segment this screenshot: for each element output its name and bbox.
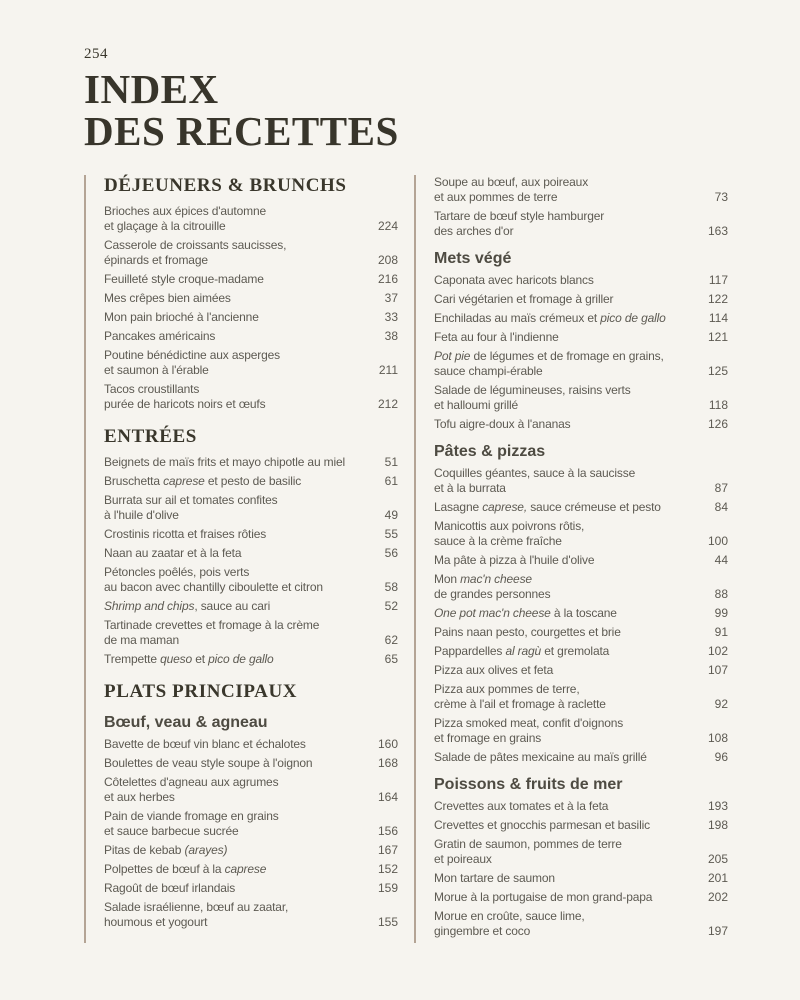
entry-title-line: de ma maman [104, 632, 180, 647]
entry-title [104, 737, 306, 752]
entry-title [434, 572, 550, 602]
entry-title-line: Mon tartare de saumon [434, 870, 555, 885]
entry-title [104, 493, 278, 523]
index-entry [104, 310, 398, 325]
entry-title-line: Trempette queso et pico de gallo [104, 651, 274, 666]
index-entry [434, 750, 728, 765]
entry-title-line: et halloumi grillé [434, 397, 519, 412]
entry-title [434, 417, 571, 432]
entry-title [104, 329, 215, 344]
entry-title [434, 519, 584, 549]
entry-page-number: 160 [377, 736, 398, 751]
entry-title [434, 292, 613, 307]
entry-title [434, 625, 621, 640]
entry-page-number: 96 [714, 749, 728, 764]
entry-title-line: de grandes personnes [434, 586, 551, 601]
entry-page-number: 168 [377, 755, 398, 770]
entry-page-number: 159 [377, 880, 398, 895]
entry-title [434, 606, 617, 621]
entry-title-line: et glaçage à la citrouille [104, 218, 226, 233]
entry-title-line: Feta au four à l'indienne [434, 329, 559, 344]
entry-title-line: épinards et fromage [104, 252, 208, 267]
index-entry [434, 311, 728, 326]
entry-page-number: 73 [714, 189, 728, 204]
section-heading: ENTRÉES [104, 425, 197, 447]
index-entry [434, 890, 728, 905]
entry-page-number: 126 [707, 416, 728, 431]
entry-page-number: 62 [384, 632, 398, 647]
entry-title-line: et aux pommes de terre [434, 189, 558, 204]
entry-page-number: 216 [377, 271, 398, 286]
entry-title [434, 644, 609, 659]
index-entry [434, 682, 728, 712]
entry-page-number: 84 [714, 499, 728, 514]
index-entry [104, 881, 398, 896]
index-entry [434, 837, 728, 867]
entry-title-line: Salade israélienne, bœuf au zaatar, [104, 899, 289, 914]
entry-title-line: Cari végétarien et fromage à griller [434, 291, 614, 306]
index-entry [434, 909, 728, 939]
entry-page-number: 202 [707, 889, 728, 904]
section-heading: DÉJEUNERS & BRUNCHS [104, 174, 347, 196]
index-entry [104, 348, 398, 378]
entry-title-line: Caponata avec haricots blancs [434, 272, 594, 287]
entry-page-number: 156 [377, 823, 398, 838]
entry-title [434, 909, 585, 939]
index-entry [434, 871, 728, 886]
entry-title-line: au bacon avec chantilly ciboulette et citron [104, 579, 323, 594]
entry-title-line: Pizza aux pommes de terre, [434, 681, 580, 696]
entry-page-number: 99 [714, 605, 728, 620]
index-entry [434, 466, 728, 496]
index-entry [434, 572, 728, 602]
index-entry [104, 843, 398, 858]
entry-title [104, 618, 319, 648]
index-entry [104, 291, 398, 306]
entry-title [104, 652, 274, 667]
entry-title-line: crème à l'ail et fromage à raclette [434, 696, 606, 711]
index-columns [84, 175, 730, 943]
page-title-line-2: DES RECETTES [84, 107, 399, 154]
index-entry [104, 455, 398, 470]
entry-page-number: 205 [707, 851, 728, 866]
entry-page-number: 152 [377, 861, 398, 876]
entry-title [434, 553, 594, 568]
index-entry [434, 625, 728, 640]
entry-title [104, 474, 301, 489]
entry-title [434, 716, 623, 746]
index-entry [104, 546, 398, 561]
index-entry [434, 716, 728, 746]
subsection-heading: Poissons & fruits de mer [434, 775, 623, 793]
entry-title [434, 209, 604, 239]
entry-title [434, 837, 622, 867]
entry-title [434, 818, 650, 833]
entry-title-line: Lasagne caprese, sauce crémeuse et pesto [434, 499, 661, 514]
index-entry [104, 900, 398, 930]
entry-title [434, 871, 555, 886]
entry-title-line: Feuilleté style croque-madame [104, 271, 264, 286]
entry-title [104, 546, 241, 561]
entry-title-line: Crevettes aux tomates et à la feta [434, 798, 609, 813]
index-entry [434, 500, 728, 515]
entry-page-number: 37 [384, 290, 398, 305]
entry-page-number: 88 [714, 586, 728, 601]
index-entry [434, 818, 728, 833]
index-entry [434, 644, 728, 659]
entry-page-number: 102 [707, 643, 728, 658]
entry-title-line: et poireaux [434, 851, 492, 866]
index-entry [434, 553, 728, 568]
entry-title-line: Pain de viande fromage en grains [104, 808, 279, 823]
index-entry [104, 618, 398, 648]
index-entry [434, 606, 728, 621]
entry-title [104, 756, 312, 771]
entry-title-line: Pot pie de légumes et de fromage en grains, [434, 348, 664, 363]
index-entry [104, 474, 398, 489]
entry-title [434, 466, 635, 496]
index-entry [104, 272, 398, 287]
index-entry [104, 329, 398, 344]
entry-title-line: Pains naan pesto, courgettes et brie [434, 624, 621, 639]
entry-page-number: 164 [377, 789, 398, 804]
entry-title [434, 330, 559, 345]
entry-page-number: 197 [707, 923, 728, 938]
subsection-heading: Mets végé [434, 249, 512, 267]
entry-page-number: 211 [378, 362, 398, 377]
index-entry [434, 383, 728, 413]
entry-title-line: Mes crêpes bien aimées [104, 290, 231, 305]
entry-page-number: 87 [714, 480, 728, 495]
index-column-1 [84, 175, 398, 943]
index-entry [104, 382, 398, 412]
entry-title [434, 750, 647, 765]
index-entry [104, 204, 398, 234]
entry-page-number: 65 [384, 651, 398, 666]
entry-page-number: 49 [384, 507, 398, 522]
page-title [84, 66, 730, 154]
entry-title [434, 500, 661, 515]
entry-title [104, 310, 259, 325]
index-entry [434, 209, 728, 239]
entry-page-number: 224 [377, 218, 398, 233]
entry-title [104, 565, 323, 595]
index-column-2 [414, 175, 728, 943]
entry-page-number: 91 [714, 624, 728, 639]
entry-title-line: Ma pâte à pizza à l'huile d'olive [434, 552, 595, 567]
index-entry [434, 175, 728, 205]
entry-title-line: à l'huile d'olive [104, 507, 179, 522]
entry-title-line: Naan au zaatar et à la feta [104, 545, 242, 560]
entry-title [104, 272, 264, 287]
entry-title [434, 663, 553, 678]
entry-title-line: Bruschetta caprese et pesto de basilic [104, 473, 302, 488]
entry-page-number: 33 [384, 309, 398, 324]
index-entry [104, 527, 398, 542]
index-entry [434, 663, 728, 678]
entry-title-line: Crostinis ricotta et fraises rôties [104, 526, 267, 541]
entry-page-number: 56 [384, 545, 398, 560]
entry-title-line: Bavette de bœuf vin blanc et échalotes [104, 736, 306, 751]
entry-title [104, 809, 279, 839]
entry-title [104, 599, 270, 614]
entry-title [104, 527, 266, 542]
index-entry [104, 862, 398, 877]
entry-page-number: 201 [707, 870, 728, 885]
entry-title-line: houmous et yogourt [104, 914, 208, 929]
entry-title [104, 900, 288, 930]
entry-title-line: et à la burrata [434, 480, 506, 495]
entry-page-number: 118 [708, 397, 728, 412]
entry-page-number: 107 [707, 662, 728, 677]
entry-title-line: Manicottis aux poivrons rôtis, [434, 518, 585, 533]
entry-title-line: Boulettes de veau style soupe à l'oignon [104, 755, 313, 770]
entry-title-line: Morue en croûte, sauce lime, [434, 908, 585, 923]
entry-title-line: et sauce barbecue sucrée [104, 823, 239, 838]
entry-title-line: Pizza aux olives et feta [434, 662, 554, 677]
entry-title [104, 881, 235, 896]
entry-title-line: Pappardelles al ragù et gremolata [434, 643, 610, 658]
entry-page-number: 212 [377, 396, 398, 411]
entry-title-line: Mon pain brioché à l'ancienne [104, 309, 259, 324]
index-entry [434, 273, 728, 288]
entry-page-number: 92 [714, 696, 728, 711]
entry-title [434, 383, 631, 413]
entry-title-line: et saumon à l'érable [104, 362, 209, 377]
entry-page-number: 198 [707, 817, 728, 832]
entry-title-line: Burrata sur ail et tomates confites [104, 492, 278, 507]
entry-title-line: Shrimp and chips, sauce au cari [104, 598, 271, 613]
entry-title [434, 890, 652, 905]
entry-page-number: 58 [384, 579, 398, 594]
entry-title-line: et fromage en grains [434, 730, 542, 745]
entry-title-line: Pétoncles poêlés, pois verts [104, 564, 250, 579]
index-entry [104, 652, 398, 667]
entry-title [104, 775, 278, 805]
entry-title-line: Pancakes américains [104, 328, 216, 343]
entry-title [104, 382, 265, 412]
index-entry [434, 292, 728, 307]
page-title-line-1: INDEX [84, 66, 219, 112]
entry-page-number: 38 [384, 328, 398, 343]
index-entry [434, 349, 728, 379]
entry-page-number: 55 [384, 526, 398, 541]
entry-page-number: 52 [384, 598, 398, 613]
entry-title [434, 682, 606, 712]
entry-title-line: sauce champi-érable [434, 363, 543, 378]
entry-page-number: 100 [707, 533, 728, 548]
entry-title-line: Crevettes et gnocchis parmesan et basilic [434, 817, 650, 832]
entry-page-number: 114 [708, 310, 728, 325]
index-entry [104, 493, 398, 523]
entry-title-line: Tartinade crevettes et fromage à la crème [104, 617, 320, 632]
entry-title-line: Polpettes de bœuf à la caprese [104, 861, 267, 876]
entry-title-line: Gratin de saumon, pommes de terre [434, 836, 622, 851]
entry-page-number: 155 [377, 914, 398, 929]
entry-title [104, 238, 286, 268]
index-entry [434, 799, 728, 814]
entry-title-line: Tofu aigre-doux à l'ananas [434, 416, 571, 431]
entry-page-number: 51 [384, 454, 398, 469]
index-entry [434, 417, 728, 432]
entry-title-line: Beignets de maïs frits et mayo chipotle au miel [104, 454, 346, 469]
entry-page-number: 167 [377, 842, 398, 857]
entry-title [434, 349, 664, 379]
index-entry [104, 238, 398, 268]
entry-page-number: 117 [708, 272, 728, 287]
entry-title-line: Côtelettes d'agneau aux agrumes [104, 774, 279, 789]
entry-title [434, 273, 594, 288]
entry-title-line: Soupe au bœuf, aux poireaux [434, 174, 589, 189]
index-entry [104, 756, 398, 771]
entry-page-number: 208 [377, 252, 398, 267]
index-entry [104, 775, 398, 805]
entry-title [104, 348, 280, 378]
entry-title-line: des arches d'or [434, 223, 514, 238]
entry-title-line: Casserole de croissants saucisses, [104, 237, 287, 252]
entry-title-line: gingembre et coco [434, 923, 531, 938]
index-entry [104, 737, 398, 752]
entry-page-number: 125 [707, 363, 728, 378]
entry-title [434, 311, 666, 326]
subsection-heading: Bœuf, veau & agneau [104, 713, 268, 731]
entry-title [434, 799, 608, 814]
entry-page-number: 163 [707, 223, 728, 238]
entry-title-line: Salade de pâtes mexicaine au maïs grillé [434, 749, 647, 764]
entry-title-line: Morue à la portugaise de mon grand-papa [434, 889, 653, 904]
index-entry [434, 330, 728, 345]
entry-title [104, 843, 227, 858]
entry-title-line: Tartare de bœuf style hamburger [434, 208, 605, 223]
entry-title-line: Brioches aux épices d'automne [104, 203, 267, 218]
entry-title-line: Enchiladas au maïs crémeux et pico de gallo [434, 310, 666, 325]
entry-title [104, 204, 266, 234]
page-number: 254 [84, 46, 108, 62]
index-entry [434, 519, 728, 549]
entry-title [104, 291, 231, 306]
index-entry [104, 599, 398, 614]
entry-title-line: Coquilles géantes, sauce à la saucisse [434, 465, 636, 480]
entry-page-number: 44 [714, 552, 728, 567]
entry-page-number: 122 [707, 291, 728, 306]
entry-page-number: 61 [384, 473, 398, 488]
entry-page-number: 193 [707, 798, 728, 813]
entry-title-line: Pitas de kebab (arayes) [104, 842, 228, 857]
entry-title-line: purée de haricots noirs et œufs [104, 396, 266, 411]
entry-title-line: Mon mac'n cheese [434, 571, 532, 586]
entry-title [434, 175, 588, 205]
entry-title-line: Pizza smoked meat, confit d'oignons [434, 715, 624, 730]
entry-title-line: One pot mac'n cheese à la toscane [434, 605, 617, 620]
entry-title [104, 862, 266, 877]
entry-title-line: Salade de légumineuses, raisins verts [434, 382, 631, 397]
entry-title-line: Poutine bénédictine aux asperges [104, 347, 280, 362]
entry-page-number: 108 [707, 730, 728, 745]
index-entry [104, 809, 398, 839]
entry-title-line: Ragoût de bœuf irlandais [104, 880, 236, 895]
index-entry [104, 565, 398, 595]
entry-title-line: et aux herbes [104, 789, 175, 804]
subsection-heading: Pâtes & pizzas [434, 442, 546, 460]
entry-title-line: Tacos croustillants [104, 381, 200, 396]
section-heading: PLATS PRINCIPAUX [104, 680, 298, 702]
entry-page-number: 121 [707, 329, 728, 344]
entry-title-line: sauce à la crème fraîche [434, 533, 562, 548]
entry-title [104, 455, 345, 470]
